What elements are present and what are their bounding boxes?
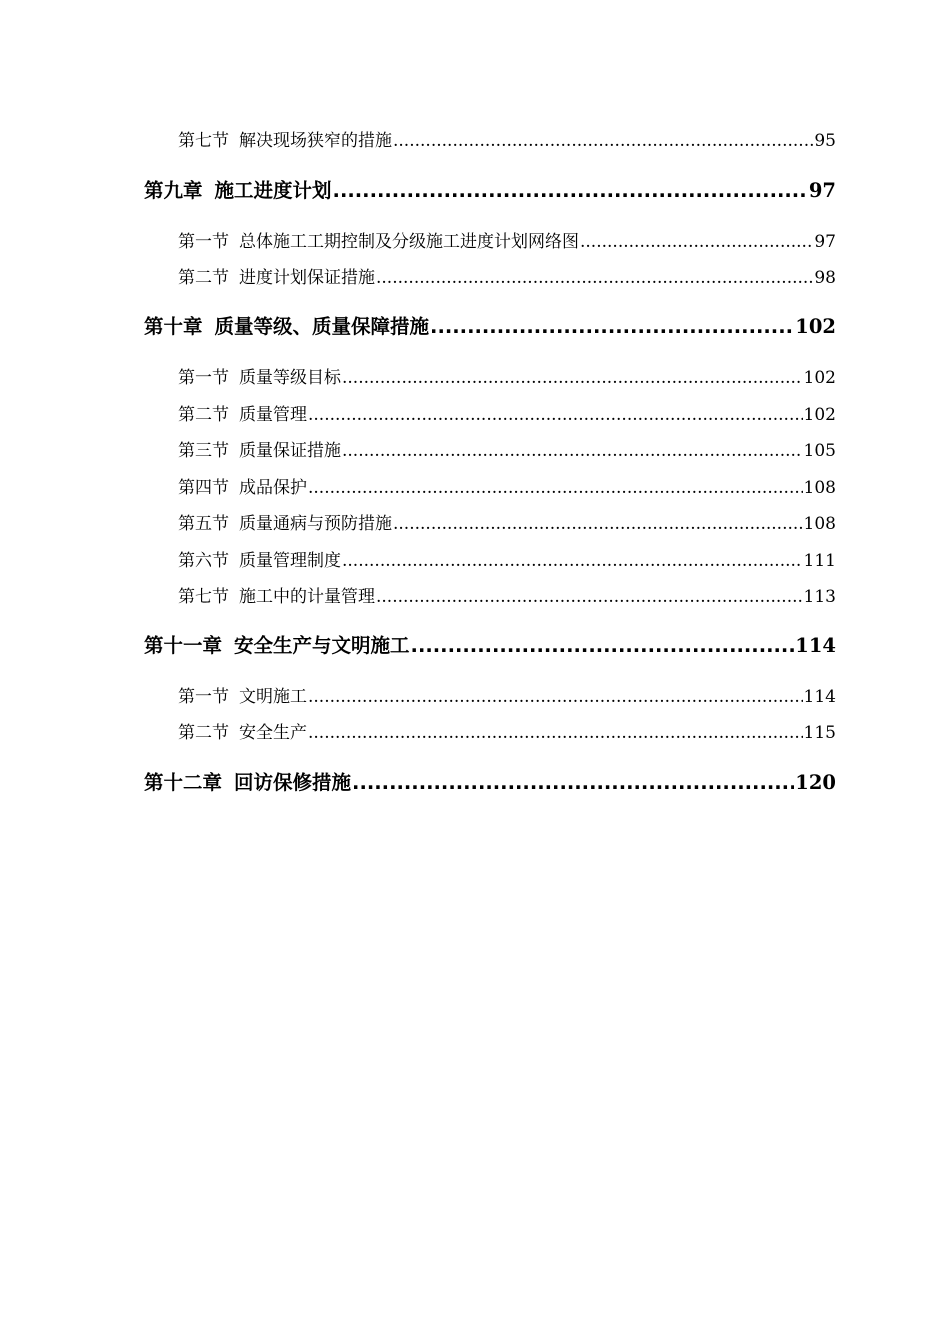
toc-leader-dots xyxy=(393,131,813,151)
toc-entry[interactable] xyxy=(178,227,836,252)
toc-entry-number: 第十章 xyxy=(144,315,203,338)
toc-entry-number: 第二节 xyxy=(178,268,229,288)
toc-leader-dots xyxy=(393,514,803,534)
toc-chapter-entry[interactable] xyxy=(144,630,836,658)
toc-entry-page: 114 xyxy=(795,634,836,657)
toc-leader-dots xyxy=(430,315,794,338)
toc-entry-number: 第九章 xyxy=(144,179,203,202)
toc-chapter-entry[interactable] xyxy=(144,767,836,795)
toc-entry-page: 102 xyxy=(795,315,836,338)
toc-entry-number: 第十二章 xyxy=(144,771,223,794)
toc-leader-dots xyxy=(342,551,803,571)
toc-entry[interactable] xyxy=(178,718,836,743)
toc-entry-title: 解决现场狭窄的措施 xyxy=(239,131,392,151)
toc-entry-page: 95 xyxy=(814,131,836,151)
toc-entry[interactable] xyxy=(178,546,836,571)
toc-entry-number: 第三节 xyxy=(178,441,229,461)
toc-leader-dots xyxy=(376,587,803,607)
toc-entry-title: 文明施工 xyxy=(239,687,307,707)
toc-entry-page: 111 xyxy=(803,551,836,571)
toc-entry[interactable] xyxy=(178,582,836,607)
toc-entry-title: 总体施工工期控制及分级施工进度计划网络图 xyxy=(239,232,579,252)
toc-entry-number: 第十一章 xyxy=(144,634,223,657)
toc-entry-title: 施工进度计划 xyxy=(214,179,332,202)
toc-entry-number: 第一节 xyxy=(178,232,229,252)
toc-entry[interactable] xyxy=(178,263,836,288)
toc-entry-page: 97 xyxy=(814,232,836,252)
toc-entry-number: 第一节 xyxy=(178,687,229,707)
toc-leader-dots xyxy=(308,687,803,707)
toc-entry-page: 113 xyxy=(803,587,836,607)
toc-chapter-entry[interactable] xyxy=(144,311,836,339)
toc-chapter-entry[interactable] xyxy=(144,175,836,203)
toc-leader-dots xyxy=(411,634,795,657)
toc-entry[interactable] xyxy=(178,509,836,534)
toc-entry[interactable] xyxy=(178,436,836,461)
toc-entry-page: 97 xyxy=(808,179,836,202)
toc-entry-title: 安全生产 xyxy=(239,723,307,743)
toc-entry[interactable] xyxy=(178,363,836,388)
toc-entry-title: 质量通病与预防措施 xyxy=(239,514,392,534)
toc-entry-title: 质量等级目标 xyxy=(239,368,341,388)
toc-entry-page: 114 xyxy=(803,687,836,707)
toc-leader-dots xyxy=(333,179,808,202)
toc-leader-dots xyxy=(352,771,794,794)
toc-entry-title: 施工中的计量管理 xyxy=(239,587,375,607)
toc-entry-page: 120 xyxy=(795,771,836,794)
toc-entry[interactable] xyxy=(178,682,836,707)
toc-entry-number: 第五节 xyxy=(178,514,229,534)
toc-leader-dots xyxy=(580,232,813,252)
toc-entry-number: 第二节 xyxy=(178,405,229,425)
toc-entry-page: 102 xyxy=(803,405,836,425)
toc-entry[interactable] xyxy=(178,473,836,498)
toc-entry-number: 第七节 xyxy=(178,131,229,151)
toc-leader-dots xyxy=(342,368,803,388)
toc-entry[interactable] xyxy=(178,400,836,425)
toc-leader-dots xyxy=(342,441,803,461)
toc-entry-title: 成品保护 xyxy=(239,478,307,498)
toc-entry-page: 115 xyxy=(803,723,836,743)
toc-entry-title: 质量管理制度 xyxy=(239,551,341,571)
toc-entry-page: 105 xyxy=(803,441,836,461)
toc-leader-dots xyxy=(308,723,803,743)
toc-leader-dots xyxy=(308,478,803,498)
toc-entry-title: 安全生产与文明施工 xyxy=(234,634,410,657)
toc-entry-page: 108 xyxy=(803,514,836,534)
toc-entry-number: 第二节 xyxy=(178,723,229,743)
toc-entry-page: 102 xyxy=(803,368,836,388)
toc-entry-number: 第七节 xyxy=(178,587,229,607)
toc-entry-title: 回访保修措施 xyxy=(234,771,352,794)
toc-entry-page: 108 xyxy=(803,478,836,498)
toc-entry-number: 第六节 xyxy=(178,551,229,571)
toc-entry-title: 质量等级、质量保障措施 xyxy=(214,315,430,338)
toc-entry-title: 质量管理 xyxy=(239,405,307,425)
toc-entry[interactable] xyxy=(178,126,836,151)
toc-entry-title: 质量保证措施 xyxy=(239,441,341,461)
toc-entry-page: 98 xyxy=(814,268,836,288)
toc-entry-number: 第一节 xyxy=(178,368,229,388)
toc-entry-number: 第四节 xyxy=(178,478,229,498)
toc-entry-title: 进度计划保证措施 xyxy=(239,268,375,288)
toc-leader-dots xyxy=(308,405,803,425)
toc-leader-dots xyxy=(376,268,813,288)
